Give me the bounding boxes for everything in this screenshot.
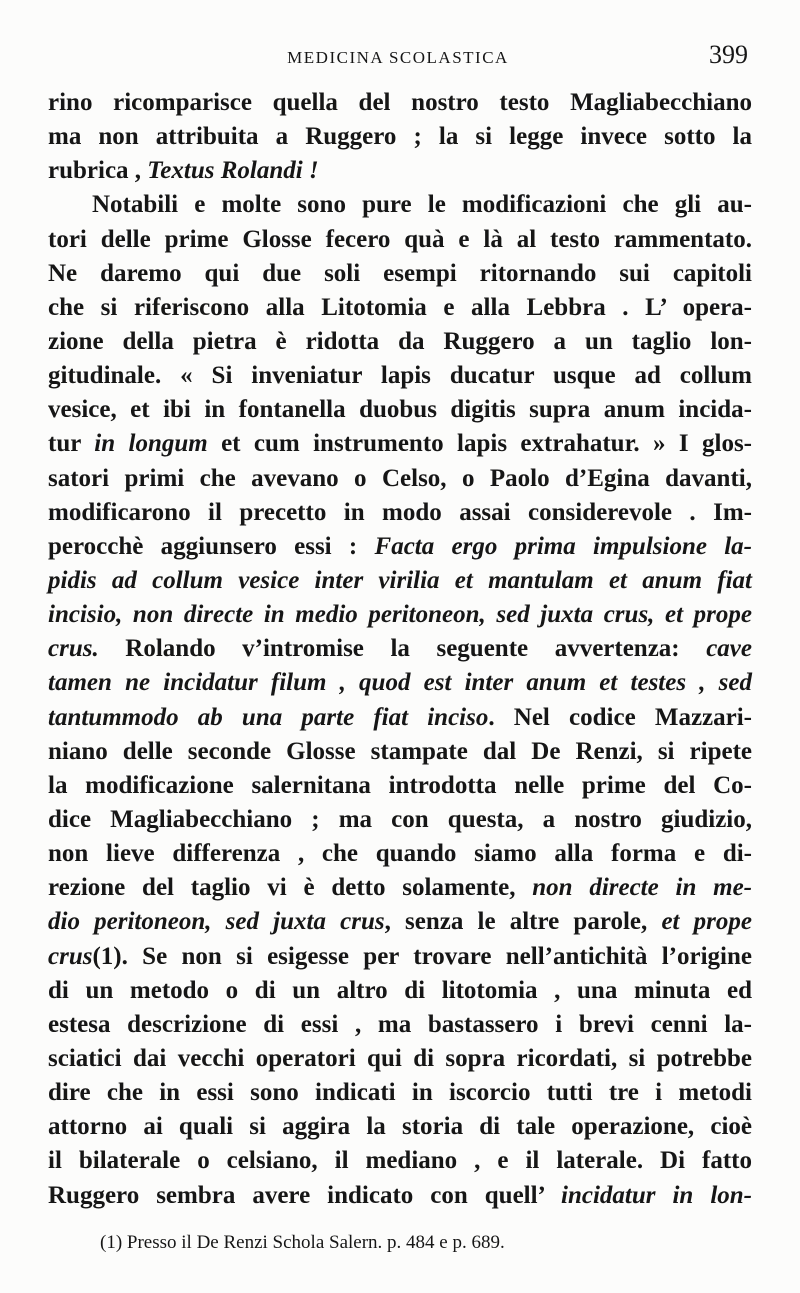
text-line <box>48 188 752 222</box>
italic-text: crus. <box>48 635 99 663</box>
text-segment: rino ricomparisce quella del nostro testo Magliabecchiano <box>48 89 752 116</box>
text-segment: ma non attribuita a Ruggero ; la si legge invece sotto la <box>48 123 752 151</box>
italic-text: in longum <box>94 430 208 458</box>
text-line <box>48 632 752 666</box>
italic-text: Facta ergo prima impulsione la- <box>374 532 752 560</box>
italic-text: tamen ne incidatur filum , quod est inter anum et testes , sed <box>48 669 752 697</box>
text-segment: niano delle seconde Glosse stampate dal De Renzi, si ripete <box>48 737 752 765</box>
italic-text: cave <box>706 635 752 663</box>
text-line <box>48 735 752 769</box>
text-segment: vesice, et ibi in fontanella duobus digitis supra anum incida- <box>48 396 752 424</box>
text-segment: che si riferiscono alla Litotomia e alla Lebbra . L’ opera- <box>48 293 752 321</box>
text-segment: Rolando v’intromise la seguente avvertenza: <box>98 635 707 663</box>
footnote: (1) Presso il De Renzi Schola Salern. p. 484 e p. 689. <box>100 1232 505 1253</box>
text-segment: dice Magliabecchiano ; ma con questa, a nostro giudizio, <box>48 805 752 833</box>
text-line <box>48 496 752 530</box>
text-line <box>48 291 752 325</box>
text-line <box>48 120 752 154</box>
text-line <box>48 769 752 803</box>
text-line <box>48 598 752 632</box>
text-segment: Ruggero sembra avere indicato con quell’ <box>48 1181 562 1209</box>
text-segment: et cum instrumento lapis extrahatur. » I glos- <box>207 430 752 458</box>
text-line <box>48 359 752 393</box>
text-segment: attorno ai quali si aggira la storia di tale operazione, cioè <box>48 1113 752 1141</box>
text-line <box>48 803 752 837</box>
text-line <box>48 1008 752 1042</box>
text-segment: satori primi che avevano o Celso, o Paolo d’Egina davanti, <box>48 464 752 492</box>
text-line <box>48 1042 752 1076</box>
text-segment: la modificazione salernitana introdotta nelle prime del Co- <box>48 771 752 799</box>
text-segment: . Nel codice Mazzari- <box>488 703 753 731</box>
italic-text: incidatur in lon- <box>561 1181 752 1209</box>
text-line <box>48 154 752 188</box>
text-line <box>48 905 752 939</box>
italic-text: Textus Rolandi ! <box>147 157 319 185</box>
italic-text: tantummodo ab una parte fiat inciso <box>48 703 489 731</box>
text-line <box>48 257 752 291</box>
text-segment: tur <box>48 430 95 458</box>
text-line <box>48 564 752 598</box>
italic-text: dio peritoneon, sed juxta crus <box>48 908 385 936</box>
text-segment: sciatici dai vecchi operatori qui di sopra ricordati, si potrebbe <box>48 1044 752 1072</box>
italic-text: et prope <box>661 908 752 936</box>
text-line <box>48 1144 752 1178</box>
text-line <box>48 462 752 496</box>
text-line <box>48 940 752 974</box>
text-segment: non lieve differenza , che quando siamo alla forma e di- <box>48 840 752 868</box>
text-segment: estesa descrizione di essi , ma bastassero i brevi cenni la- <box>48 1010 752 1038</box>
text-line <box>48 1110 752 1144</box>
text-line <box>48 871 752 905</box>
text-segment: modificarono il precetto in modo assai considerevole . Im- <box>48 498 752 526</box>
text-segment: rezione del taglio vi è detto solamente, <box>48 874 533 902</box>
text-segment: Ne daremo qui due soli esempi ritornando sui capitoli <box>48 259 752 287</box>
text-segment: gitudinale. « Si inveniatur lapis ducatur usque ad collum <box>48 362 752 390</box>
text-line <box>48 1076 752 1110</box>
text-line <box>48 86 752 120</box>
italic-text: pidis ad collum vesice inter virilia et mantulam et anum fiat <box>48 566 752 594</box>
italic-text: non directe in me- <box>532 874 752 902</box>
text-segment: dire che in essi sono indicati in iscorcio tutti tre i metodi <box>48 1079 752 1107</box>
text-line <box>48 223 752 257</box>
text-line <box>48 530 752 564</box>
text-segment: (1). Se non si esigesse per trovare nell’antichità l’origine <box>92 942 752 970</box>
page-number: 399 <box>709 40 748 69</box>
text-line <box>48 974 752 1008</box>
text-segment: rubrica , <box>48 157 148 185</box>
text-line <box>48 427 752 461</box>
text-segment: il bilaterale o celsiano, il mediano , e il laterale. Di fatto <box>48 1147 752 1175</box>
italic-text: incisio, non directe in medio peritoneon, sed juxta crus, et prope <box>48 601 752 629</box>
running-title: MEDICINA SCOLASTICA <box>287 48 509 67</box>
text-segment: , senza le altre parole, <box>384 908 662 936</box>
italic-text: crus <box>48 942 93 970</box>
page-header <box>48 40 748 80</box>
text-segment: tori delle prime Glosse fecero quà e là al testo rammentato. <box>48 225 752 253</box>
text-line <box>48 325 752 359</box>
text-segment: di un metodo o di un altro di litotomia , una minuta ed <box>48 976 752 1004</box>
body-text <box>48 86 752 1213</box>
text-line <box>48 393 752 427</box>
text-line <box>48 837 752 871</box>
text-segment: perocchè aggiunsero essi : <box>48 532 375 560</box>
text-line <box>48 701 752 735</box>
text-line <box>48 1179 752 1213</box>
text-line <box>48 666 752 700</box>
text-segment: zione della pietra è ridotta da Ruggero a un taglio lon- <box>48 327 752 355</box>
text-segment: Notabili e molte sono pure le modificazioni che gli au- <box>92 191 752 219</box>
